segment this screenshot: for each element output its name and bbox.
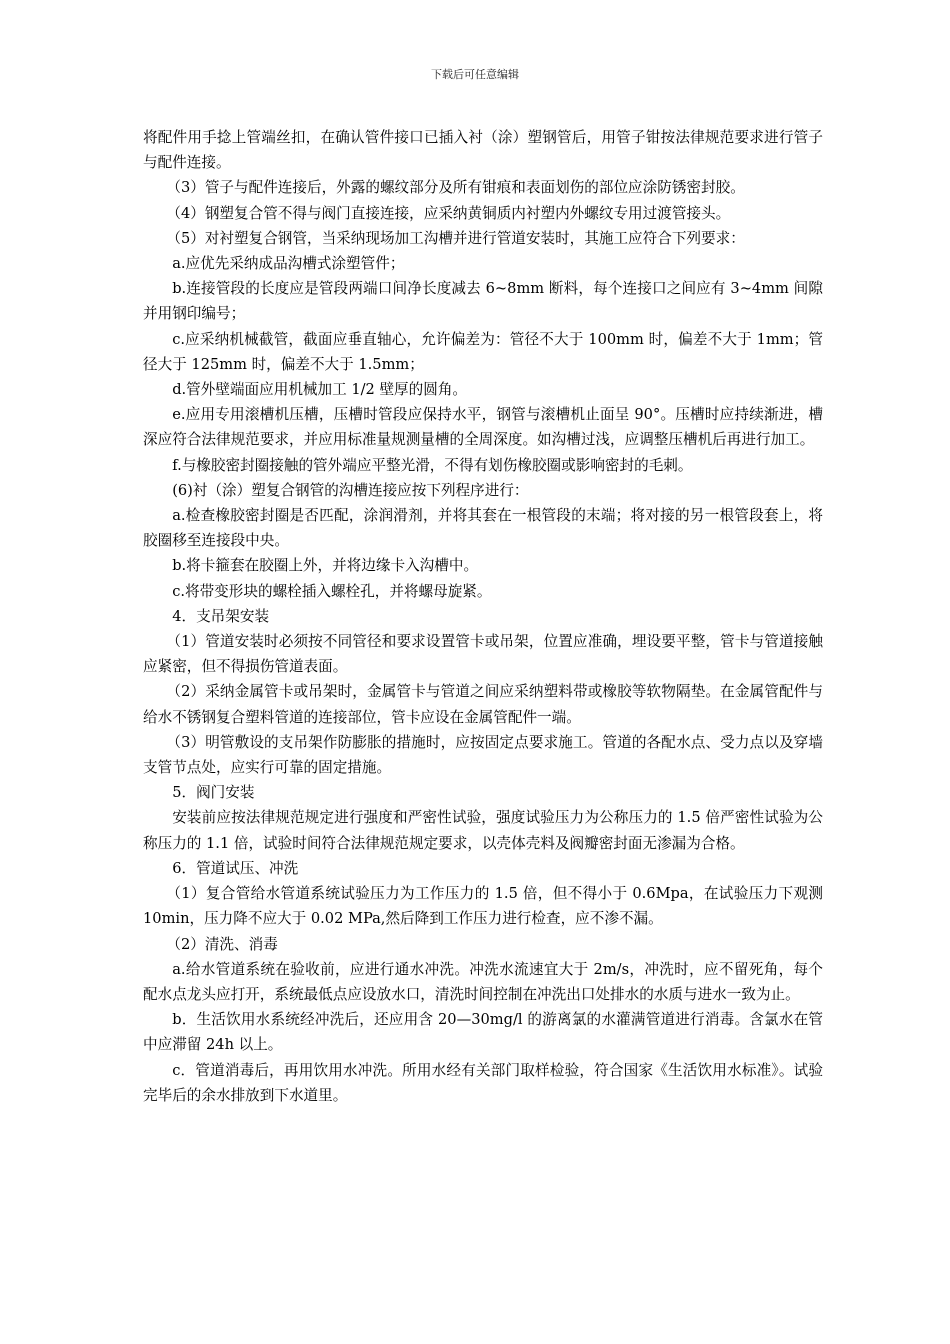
paragraph: （2）清洗、消毒 <box>166 935 278 953</box>
paragraph: a.检查橡胶密封圈是否匹配，涂润滑剂，并将其套在一根管段的末端；将对接的另一根管段套上，将胶圈移至连接段中央。 <box>143 507 823 550</box>
paragraph: a.应优先采纳成品沟槽式涂塑管件； <box>172 255 405 273</box>
paragraph: （4）钢塑复合管不得与阀门直接连接，应采纳黄铜质内衬塑内外螺纹专用过渡管接头。 <box>166 204 731 222</box>
paragraph: a.给水管道系统在验收前，应进行通水冲洗。冲洗水流速宜大于 2m/s，冲洗时，应不留死角，每个配水点龙头应打开，系统最低点应设放水口，清洗时间控制在冲洗出口处排水的水质与进水一致为止。 <box>143 960 823 1003</box>
paragraph: （2）采纳金属管卡或吊架时，金属管卡与管道之间应采纳塑料带或橡胶等软物隔垫。在金属管配件与给水不锈钢复合塑料管道的连接部位，管卡应设在金属管配件一端。 <box>143 683 823 726</box>
paragraph: b．生活饮用水系统经冲洗后，还应用含 20—30mg/l 的游离氯的水灌满管道进行消毒。含氯水在管中应滞留 24h 以上。 <box>143 1011 823 1054</box>
paragraph: 安装前应按法律规范规定进行强度和严密性试验，强度试验压力为公称压力的 1.5 倍严密性试验为公称压力的 1.1 倍，试验时间符合法律规范规定要求，以壳体壳料及阀瓣密封面无渗漏为合格。 <box>143 809 823 852</box>
paragraph: （3）管子与配件连接后，外露的螺纹部分及所有钳痕和表面划伤的部位应涂防锈密封胶。 <box>166 179 745 197</box>
paragraph: c.应采纳机械截管，截面应垂直轴心，允许偏差为：管径不大于 100mm 时，偏差不大于 1mm；管径大于 125mm 时，偏差不大于 1.5mm； <box>143 330 823 373</box>
paragraph: b.将卡箍套在胶圈上外，并将边缘卡入沟槽中。 <box>172 557 479 575</box>
paragraph: 将配件用手捻上管端丝扣，在确认管件接口已插入衬（涂）塑钢管后，用管子钳按法律规范要求进行管子与配件连接。 <box>143 129 823 172</box>
paragraph: （1）复合管给水管道系统试验压力为工作压力的 1.5 倍，但不得小于 0.6Mpa，在试验压力下观测 10min，压力降不应大于 0.02 MPa,然后降到工作压力进行检查，应不渗不漏。 <box>143 885 823 928</box>
paragraph: 6．管道试压、冲洗 <box>172 859 299 877</box>
paragraph: b.连接管段的长度应是管段两端口间净长度减去 6~8mm 断料，每个连接口之间应有 3~4mm 间隙并用钢印编号； <box>143 280 823 323</box>
paragraph: f.与橡胶密封圈接触的管外端应平整光滑，不得有划伤橡胶圈或影响密封的毛刺。 <box>172 456 693 474</box>
paragraph: （3）明管敷设的支吊架作防膨胀的措施时，应按固定点要求施工。管道的各配水点、受力点以及穿墙支管节点处，应实行可靠的固定措施。 <box>143 733 823 777</box>
document-body <box>143 125 823 1108</box>
paragraph: (6)衬（涂）塑复合钢管的沟槽连接应按下列程序进行： <box>172 481 529 499</box>
paragraph: d.管外壁端面应用机械加工 1/2 壁厚的圆角。 <box>172 381 468 399</box>
paragraph: 5．阀门安装 <box>172 784 255 802</box>
paragraph: e.应用专用滚槽机压槽，压槽时管段应保持水平，钢管与滚槽机止面呈 90°。压槽时应持续渐进，槽深应符合法律规范要求，并应用标准量规测量槽的全周深度。如沟槽过浅，应调整压槽机后再进行加工。 <box>143 406 823 449</box>
paragraph: c．管道消毒后，再用饮用水冲洗。所用水经有关部门取样检验，符合国家《生活饮用水标准》。试验完毕后的余水排放到下水道里。 <box>143 1061 823 1104</box>
paragraph: c.将带变形块的螺栓插入螺栓孔，并将螺母旋紧。 <box>172 582 492 600</box>
paragraph: 4．支吊架安装 <box>172 607 270 625</box>
paragraph: （1）管道安装时必须按不同管径和要求设置管卡或吊架，位置应准确，埋设要平整，管卡与管道接触应紧密，但不得损伤管道表面。 <box>143 633 823 676</box>
page-header: 下载后可任意编辑 <box>431 68 519 81</box>
paragraph: （5）对衬塑复合钢管，当采纳现场加工沟槽并进行管道安装时，其施工应符合下列要求： <box>166 229 745 247</box>
